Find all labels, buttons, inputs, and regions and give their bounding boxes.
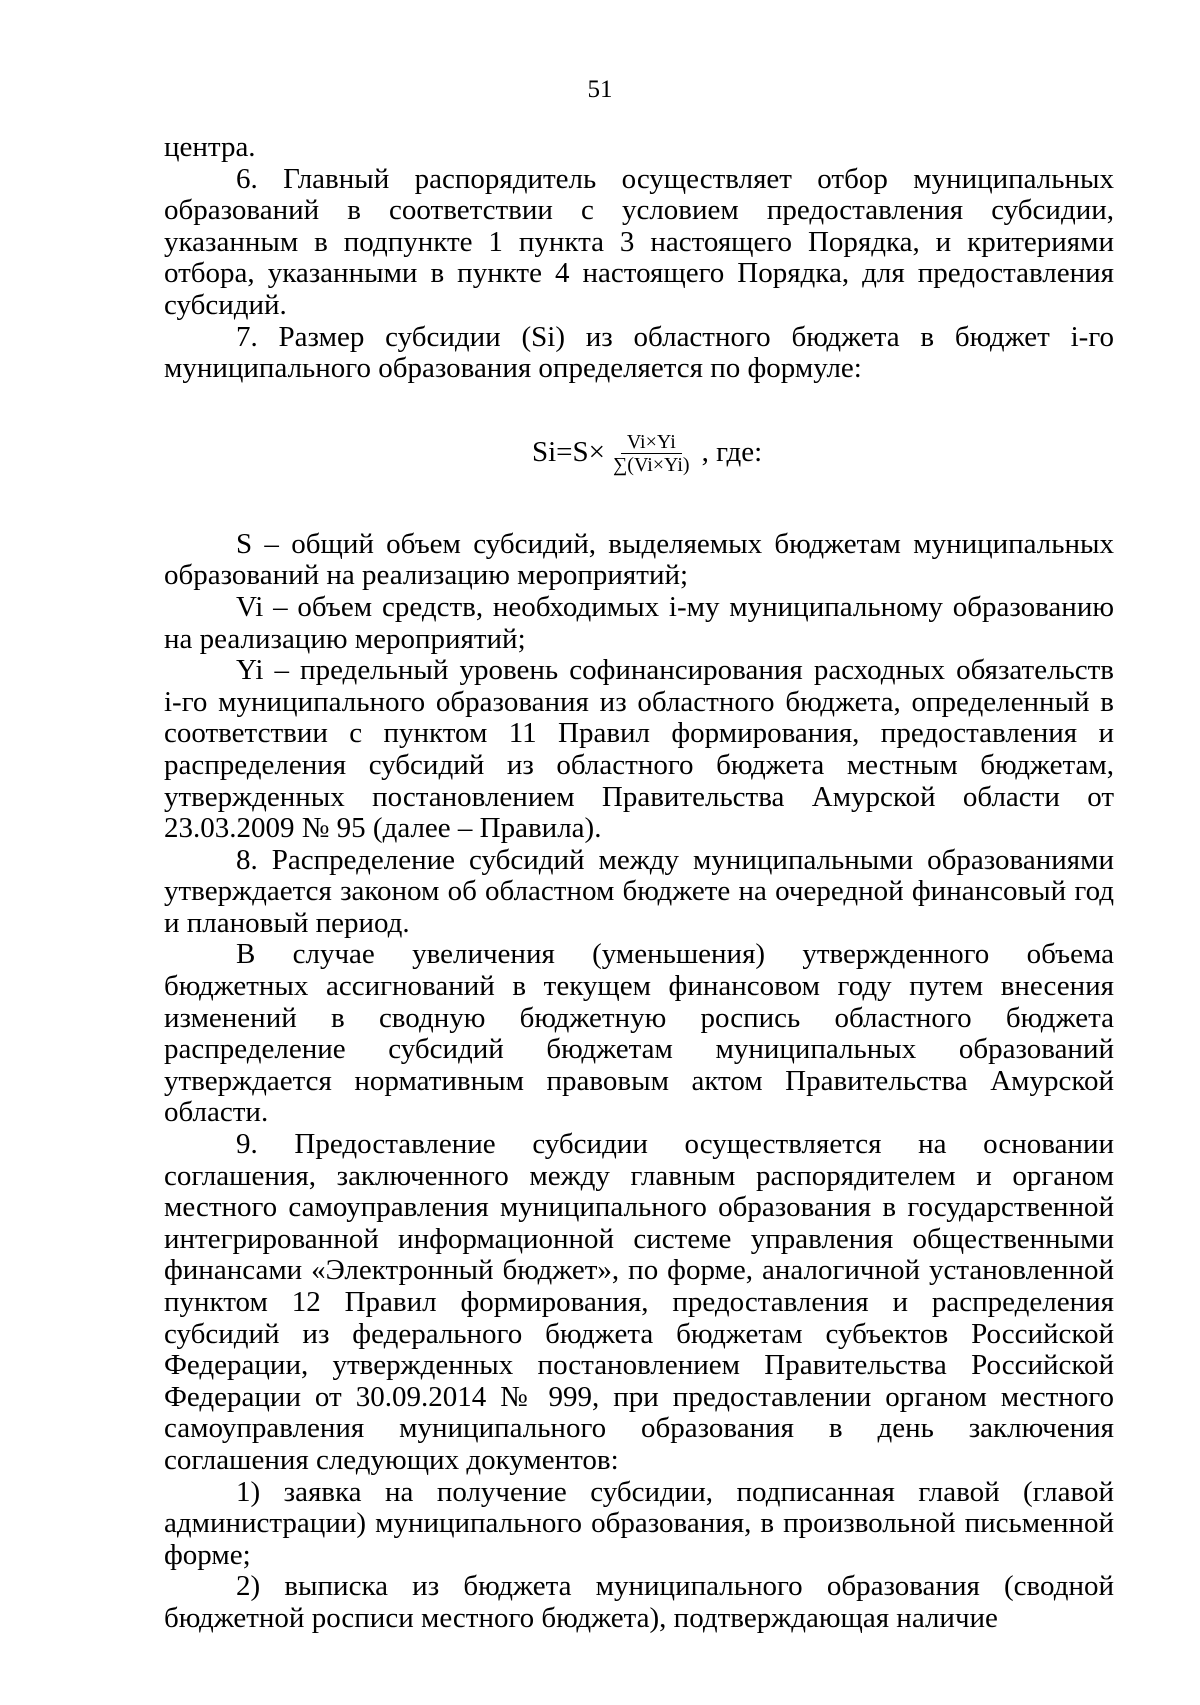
formula-block xyxy=(164,385,1114,529)
page-number: 51 xyxy=(587,76,613,103)
formula-fraction xyxy=(607,431,696,476)
paragraph-item-9: 9. Предоставление субсидии осуществляется на основании соглашения, заключенного между главным распорядителем и органом местного самоуправления муниципального образования в государственной интегрированной информационной системе управления общественными финансами «Электронный бюджет», по форме, аналогичной установленной пунктом 12 Правил формирования, предоставления и распределения субсидий из федерального бюджета бюджетам субъектов Российской Федерации, утвержденных постановлением Правительства Российской Федерации от 30.09.2014 № 999, при предоставлении органом местного самоуправления муниципального образования в день заключения соглашения следующих документов: xyxy=(164,1128,1114,1476)
definition-vi: Vi – объем средств, необходимых i-му муниципальному образованию на реализацию мероприятий; xyxy=(164,590,1114,655)
paragraph-item-8: 8. Распределение субсидий между муниципальными образованиями утверждается законом об областном бюджете на очередной финансовый год и плановый период. xyxy=(164,843,1114,939)
definition-yi: Yi – предельный уровень софинансирования расходных обязательств i-го муниципального образования из областного бюджета, определенный в соответствии с пунктом 11 Правил формирования, предоставления и распределения субсидий из областного бюджета местным бюджетам, утвержденных постановлением Правительства Амурской области от 23.03.2009 № 95 (далее – Правила). xyxy=(164,654,1114,845)
formula-denominator: ∑(Vi×Yi) xyxy=(613,453,690,476)
subsidy-formula xyxy=(532,431,762,476)
formula-lhs: Si=S× xyxy=(532,436,606,469)
formula-numerator: Vi×Yi xyxy=(621,431,682,454)
formula-tail: , где: xyxy=(701,436,763,469)
document-body xyxy=(164,132,1114,1635)
paragraph-item-6: 6. Главный распорядитель осуществляет отбор муниципальных образований в соответствии с условием предоставления субсидии, указанным в подпункте 1 пункта 3 настоящего Порядка, и критериями отбора, указанными в пункте 4 настоящего Порядка, для предоставления субсидий. xyxy=(164,162,1114,321)
list-item-2: 2) выписка из бюджета муниципального образования (сводной бюджетной росписи местного бюджета), подтверждающая наличие xyxy=(164,1570,1114,1634)
list-item-1: 1) заявка на получение субсидии, подписанная главой (главой администрации) муниципального образования, в произвольной письменной форме; xyxy=(164,1475,1114,1571)
paragraph-continuation: центра. xyxy=(164,131,256,163)
paragraph-item-7: 7. Размер субсидии (Si) из областного бюджета в бюджет i-го муниципального образования определяется по формуле: xyxy=(164,320,1114,385)
definition-s: S – общий объем субсидий, выделяемых бюджетам муниципальных образований на реализацию мероприятий; xyxy=(164,527,1114,592)
paragraph-item-8-continued: В случае увеличения (уменьшения) утвержденного объема бюджетных ассигнований в текущем финансовом году путем внесения изменений в сводную бюджетную роспись областного бюджета распределение субсидий бюджетам муниципальных образований утверждается нормативным правовым актом Правительства Амурской области. xyxy=(164,938,1114,1129)
